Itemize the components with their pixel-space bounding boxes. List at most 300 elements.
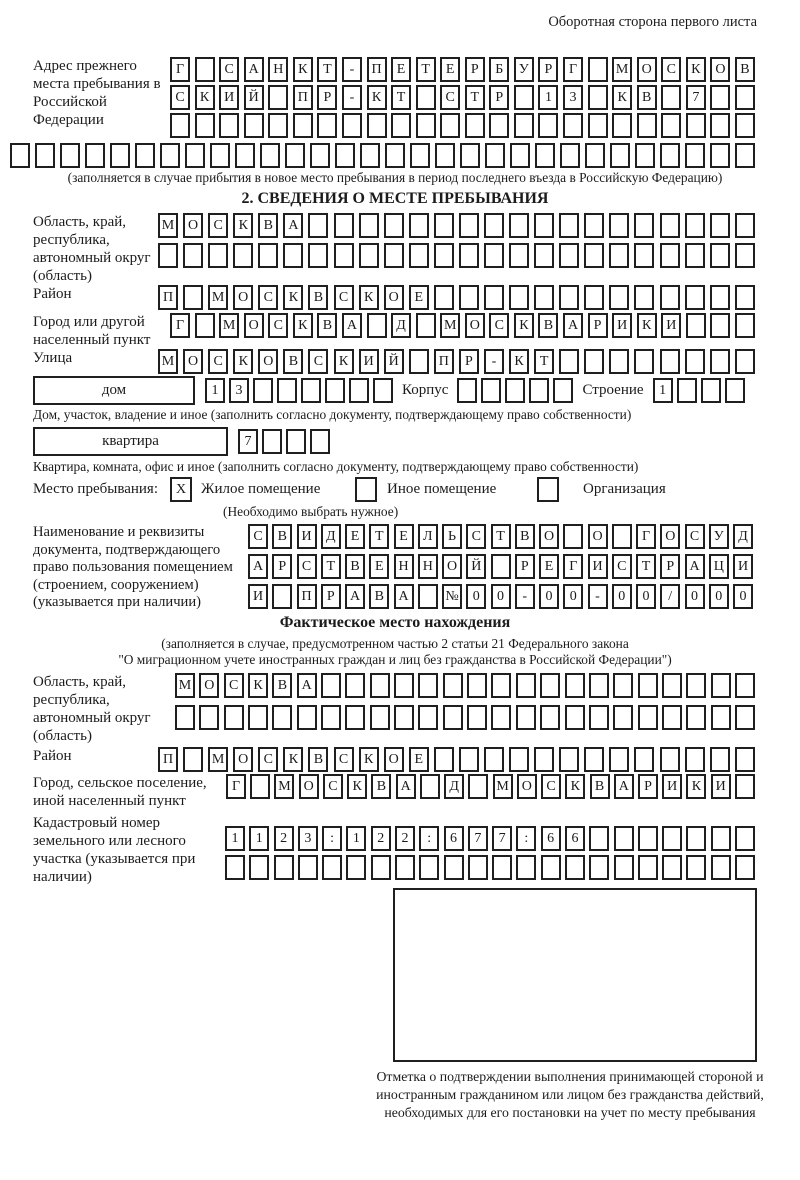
char-cell: И [612, 313, 632, 338]
char-cell: О [299, 774, 319, 799]
char-cell: К [293, 313, 313, 338]
char-cell [321, 673, 341, 698]
char-cell: С [685, 524, 705, 549]
char-cell [563, 113, 583, 138]
char-cell: 0 [491, 584, 511, 609]
char-cell: Т [491, 524, 511, 549]
char-cell [492, 855, 512, 880]
char-cell: С [308, 349, 328, 374]
city-grid [170, 313, 755, 338]
prev-address-label: Адрес прежнего места пребывания в Российской Федерации [33, 58, 161, 128]
prev-address-grid-row-3 [170, 113, 755, 138]
fact-region-label: Область, край, республика, автономный округ (область) [33, 674, 151, 745]
char-cell [210, 143, 230, 168]
char-cell [268, 85, 288, 110]
char-cell [686, 705, 706, 730]
house-row [33, 376, 757, 405]
confirmation-mark-caption: Отметка о подтверждении выполнения принимающей стороной и иностранным гражданином или лицом без гражданства действий, необходимых для его постановки на учет по месту пребывания [376, 1069, 764, 1121]
char-cell: Т [369, 524, 389, 549]
char-cell [563, 524, 583, 549]
char-cell [541, 855, 561, 880]
char-cell [418, 705, 438, 730]
char-cell [584, 285, 604, 310]
char-cell [565, 673, 585, 698]
char-cell: К [293, 57, 313, 82]
char-cell [367, 113, 387, 138]
page-side-note: Оборотная сторона первого листа [548, 14, 757, 30]
char-cell: А [297, 673, 317, 698]
house-number-grid [205, 378, 393, 403]
char-cell: С [268, 313, 288, 338]
char-cell: О [233, 747, 253, 772]
char-cell: О [442, 554, 462, 579]
char-cell: 6 [444, 826, 464, 851]
char-cell: М [208, 285, 228, 310]
char-cell: П [434, 349, 454, 374]
char-cell [185, 143, 205, 168]
char-cell [510, 143, 530, 168]
char-cell: П [158, 285, 178, 310]
char-cell [444, 855, 464, 880]
char-cell [685, 285, 705, 310]
char-cell: 1 [653, 378, 673, 403]
char-cell [588, 113, 608, 138]
char-cell: О [384, 285, 404, 310]
char-cell: С [466, 524, 486, 549]
char-cell: Й [244, 85, 264, 110]
char-cell: 1 [205, 378, 225, 403]
char-cell [686, 673, 706, 698]
char-cell: О [244, 313, 264, 338]
char-cell [589, 855, 609, 880]
stay-type-label: Место пребывания: [33, 481, 158, 498]
char-cell: О [258, 349, 278, 374]
apartment-number-grid [238, 429, 330, 454]
char-cell: 0 [685, 584, 705, 609]
char-cell: - [484, 349, 504, 374]
char-cell [395, 855, 415, 880]
char-cell [710, 747, 730, 772]
char-cell [370, 705, 390, 730]
char-cell [434, 213, 454, 238]
char-cell: И [711, 774, 731, 799]
char-cell [516, 705, 536, 730]
char-cell: К [359, 747, 379, 772]
char-cell [110, 143, 130, 168]
char-cell [584, 213, 604, 238]
char-cell [370, 673, 390, 698]
char-cell [685, 213, 705, 238]
char-cell [509, 747, 529, 772]
char-cell: М [208, 747, 228, 772]
apartment-box: квартира [33, 427, 228, 456]
section3-title: Фактическое место нахождения [279, 613, 511, 631]
char-cell [360, 143, 380, 168]
prev-address-grid-row-1 [170, 57, 755, 82]
char-cell [609, 285, 629, 310]
char-cell: Т [534, 349, 554, 374]
prev-address-caption: (заполняется в случае прибытия в новое место пребывания в период последнего въезда в Российскую Федерацию) [67, 170, 723, 185]
char-cell [249, 855, 269, 880]
char-cell: И [588, 554, 608, 579]
char-cell: П [158, 747, 178, 772]
char-cell [467, 673, 487, 698]
char-cell [342, 113, 362, 138]
char-cell [634, 747, 654, 772]
char-cell [268, 113, 288, 138]
char-cell [195, 57, 215, 82]
char-cell [384, 243, 404, 268]
char-cell: Е [539, 554, 559, 579]
char-cell: К [686, 57, 706, 82]
char-cell: / [660, 584, 680, 609]
char-cell [484, 747, 504, 772]
city-label: Город или другой населенный пункт [33, 314, 151, 349]
cadastre-grid-row-1 [225, 826, 755, 851]
char-cell: 6 [541, 826, 561, 851]
char-cell [735, 313, 755, 338]
char-cell [183, 243, 203, 268]
char-cell [553, 378, 573, 403]
char-cell [509, 213, 529, 238]
char-cell: Д [321, 524, 341, 549]
char-cell [195, 113, 215, 138]
char-cell [199, 705, 219, 730]
char-cell [735, 243, 755, 268]
char-cell [516, 855, 536, 880]
char-cell [613, 705, 633, 730]
char-cell [460, 143, 480, 168]
char-cell [534, 747, 554, 772]
char-cell [334, 213, 354, 238]
char-cell: К [347, 774, 367, 799]
char-cell [509, 243, 529, 268]
char-cell [384, 213, 404, 238]
char-cell: Р [638, 774, 658, 799]
char-cell: Р [459, 349, 479, 374]
char-cell: О [517, 774, 537, 799]
stay-option-organization-label: Организация [583, 481, 666, 498]
char-cell [634, 349, 654, 374]
char-cell [701, 378, 721, 403]
char-cell [219, 113, 239, 138]
char-cell: В [317, 313, 337, 338]
char-cell [735, 285, 755, 310]
char-cell [634, 285, 654, 310]
char-cell: 2 [395, 826, 415, 851]
char-cell: Е [440, 57, 460, 82]
document-block [33, 524, 757, 612]
char-cell [235, 143, 255, 168]
char-cell [609, 747, 629, 772]
char-cell [610, 143, 630, 168]
char-cell: С [208, 349, 228, 374]
section2-title: 2. СВЕДЕНИЯ О МЕСТЕ ПРЕБЫВАНИЯ [241, 190, 549, 208]
char-cell: К [514, 313, 534, 338]
char-cell [614, 855, 634, 880]
char-cell [434, 747, 454, 772]
char-cell: В [735, 57, 755, 82]
char-cell [416, 113, 436, 138]
char-cell [60, 143, 80, 168]
char-cell [443, 705, 463, 730]
char-cell [345, 673, 365, 698]
char-cell: 3 [298, 826, 318, 851]
char-cell [588, 57, 608, 82]
char-cell [735, 855, 755, 880]
stay-type-row [33, 477, 757, 502]
char-cell [481, 378, 501, 403]
char-cell: В [272, 524, 292, 549]
char-cell [410, 143, 430, 168]
char-cell [272, 584, 292, 609]
region-block [33, 213, 757, 285]
char-cell [588, 85, 608, 110]
char-cell: Г [636, 524, 656, 549]
char-cell [385, 143, 405, 168]
char-cell: 0 [466, 584, 486, 609]
char-cell: 7 [492, 826, 512, 851]
char-cell [685, 243, 705, 268]
char-cell: В [369, 584, 389, 609]
char-cell: Б [489, 57, 509, 82]
char-cell [735, 705, 755, 730]
char-cell: Н [394, 554, 414, 579]
char-cell [609, 349, 629, 374]
char-cell [434, 285, 454, 310]
apartment-row [33, 427, 757, 456]
char-cell [584, 747, 604, 772]
char-cell [175, 705, 195, 730]
char-cell [540, 705, 560, 730]
cadastre-label: Кадастровый номер земельного или лесного участка (указывается при наличии) [33, 815, 196, 886]
char-cell [535, 143, 555, 168]
char-cell: Й [466, 554, 486, 579]
char-cell: С [323, 774, 343, 799]
char-cell [262, 429, 282, 454]
char-cell [391, 113, 411, 138]
char-cell [559, 285, 579, 310]
stay-type-note: (Необходимо выбрать нужное) [223, 504, 399, 520]
char-cell: И [297, 524, 317, 549]
char-cell: К [509, 349, 529, 374]
char-cell: О [637, 57, 657, 82]
char-cell: М [440, 313, 460, 338]
char-cell [325, 378, 345, 403]
fact-region-block [33, 673, 757, 745]
char-cell [195, 313, 215, 338]
char-cell [711, 673, 731, 698]
char-cell [662, 673, 682, 698]
char-cell: У [709, 524, 729, 549]
char-cell: И [662, 774, 682, 799]
char-cell [710, 113, 730, 138]
char-cell [660, 349, 680, 374]
char-cell [735, 747, 755, 772]
char-cell: Р [515, 554, 535, 579]
char-cell [317, 113, 337, 138]
char-cell: Ь [442, 524, 462, 549]
char-cell [321, 705, 341, 730]
char-cell [516, 673, 536, 698]
char-cell [467, 705, 487, 730]
cadastre-block [33, 814, 757, 886]
char-cell: С [248, 524, 268, 549]
char-cell [710, 243, 730, 268]
char-cell: О [183, 213, 203, 238]
char-cell: - [342, 85, 362, 110]
char-cell: С [661, 57, 681, 82]
street-block [33, 349, 757, 374]
char-cell: В [345, 554, 365, 579]
char-cell: : [516, 826, 536, 851]
char-cell [529, 378, 549, 403]
char-cell: С [170, 85, 190, 110]
char-cell [662, 705, 682, 730]
char-cell [10, 143, 30, 168]
char-cell [635, 143, 655, 168]
char-cell: Р [538, 57, 558, 82]
char-cell [559, 213, 579, 238]
char-cell [710, 349, 730, 374]
char-cell: 0 [636, 584, 656, 609]
char-cell [565, 855, 585, 880]
char-cell: М [274, 774, 294, 799]
char-cell: В [637, 85, 657, 110]
char-cell: К [283, 285, 303, 310]
char-cell [491, 673, 511, 698]
char-cell: О [233, 285, 253, 310]
char-cell: 2 [371, 826, 391, 851]
char-cell [322, 855, 342, 880]
char-cell: А [248, 554, 268, 579]
char-cell [613, 673, 633, 698]
char-cell: Т [391, 85, 411, 110]
char-cell: Р [272, 554, 292, 579]
char-cell [359, 243, 379, 268]
stay-option-residential-label: Жилое помещение [201, 481, 321, 498]
char-cell: В [272, 673, 292, 698]
char-cell: Г [170, 313, 190, 338]
street-label: Улица [33, 350, 73, 367]
char-cell [735, 673, 755, 698]
char-cell: Р [489, 85, 509, 110]
char-cell: Р [317, 85, 337, 110]
char-cell: В [538, 313, 558, 338]
korpus-grid [457, 378, 573, 403]
char-cell [538, 113, 558, 138]
char-cell [468, 774, 488, 799]
char-cell [233, 243, 253, 268]
district-block [33, 285, 757, 310]
char-cell: В [308, 747, 328, 772]
char-cell [662, 855, 682, 880]
char-cell: О [539, 524, 559, 549]
char-cell [359, 213, 379, 238]
fact-district-label: Район [33, 748, 72, 765]
district-label: Район [33, 286, 72, 303]
char-cell: П [293, 85, 313, 110]
fact-region-grid-row-2 [175, 705, 755, 730]
char-cell: С [219, 57, 239, 82]
char-cell: А [283, 213, 303, 238]
char-cell [638, 673, 658, 698]
char-cell [468, 855, 488, 880]
char-cell: 1 [249, 826, 269, 851]
char-cell [710, 143, 730, 168]
char-cell: А [244, 57, 264, 82]
char-cell: 1 [225, 826, 245, 851]
char-cell [160, 143, 180, 168]
char-cell: К [233, 213, 253, 238]
char-cell: 0 [539, 584, 559, 609]
char-cell [489, 113, 509, 138]
char-cell [459, 285, 479, 310]
char-cell [660, 285, 680, 310]
char-cell: М [493, 774, 513, 799]
char-cell [589, 673, 609, 698]
char-cell [509, 285, 529, 310]
korpus-label: Корпус [402, 382, 449, 399]
char-cell [612, 113, 632, 138]
char-cell [565, 705, 585, 730]
char-cell [660, 747, 680, 772]
checkbox-residential: X [170, 477, 192, 502]
char-cell [371, 855, 391, 880]
char-cell: 0 [709, 584, 729, 609]
char-cell: 3 [563, 85, 583, 110]
char-cell [394, 705, 414, 730]
char-cell: У [514, 57, 534, 82]
char-cell: Т [317, 57, 337, 82]
char-cell: В [590, 774, 610, 799]
prev-address-grid-row-2 [170, 85, 755, 110]
char-cell: Е [345, 524, 365, 549]
char-cell [416, 313, 436, 338]
char-cell [634, 213, 654, 238]
char-cell [609, 243, 629, 268]
char-cell [710, 285, 730, 310]
char-cell [711, 855, 731, 880]
checkbox-organization [537, 477, 559, 502]
char-cell [158, 243, 178, 268]
char-cell: Р [465, 57, 485, 82]
char-cell: О [465, 313, 485, 338]
char-cell: Ц [709, 554, 729, 579]
char-cell [686, 113, 706, 138]
char-cell: С [440, 85, 460, 110]
char-cell: В [258, 213, 278, 238]
char-cell [735, 85, 755, 110]
char-cell: 7 [468, 826, 488, 851]
char-cell [638, 855, 658, 880]
char-cell: 2 [274, 826, 294, 851]
char-cell [686, 313, 706, 338]
char-cell: 7 [238, 429, 258, 454]
char-cell [686, 855, 706, 880]
char-cell: 1 [538, 85, 558, 110]
char-cell [443, 673, 463, 698]
char-cell: А [685, 554, 705, 579]
char-cell: 6 [565, 826, 585, 851]
char-cell: - [588, 584, 608, 609]
char-cell: А [342, 313, 362, 338]
char-cell [710, 213, 730, 238]
char-cell [514, 113, 534, 138]
char-cell [685, 143, 705, 168]
char-cell [459, 243, 479, 268]
char-cell [660, 143, 680, 168]
